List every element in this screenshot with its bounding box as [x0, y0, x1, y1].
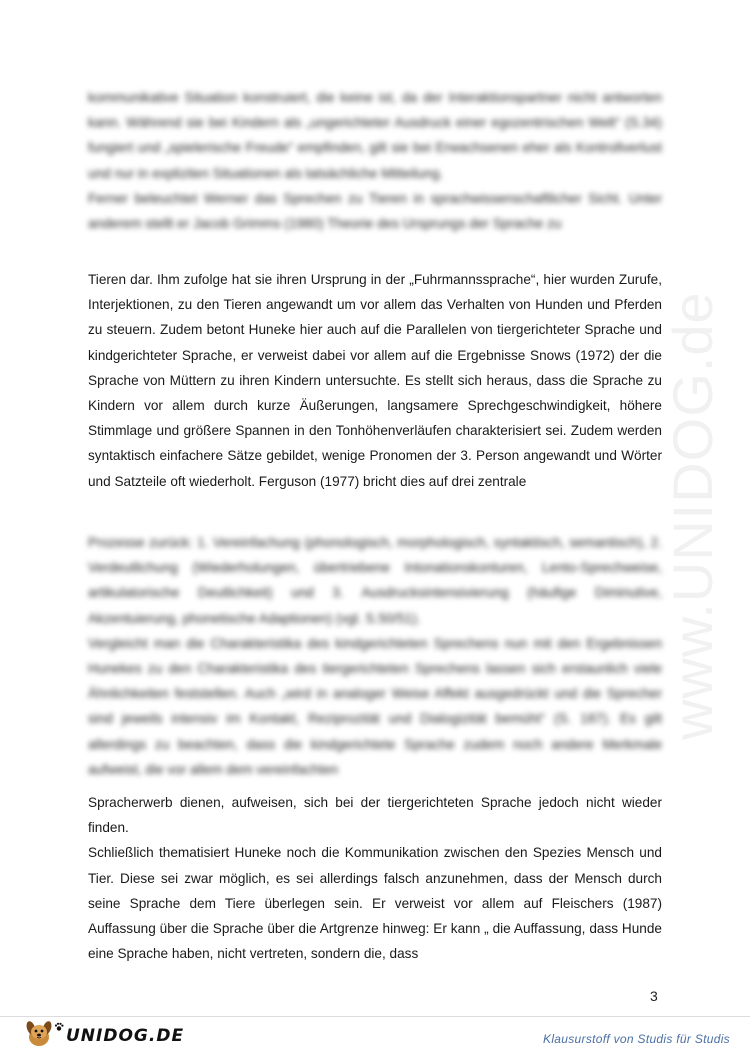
paragraph: Prozesse zurück: 1. Vereinfachung (phonologisch, morphologisch, syntaktisch, semantisch), 2. Verdeutlichung (Wiederholungen, übertriebene Intonationskonturen, Lento-Sprechweise, artikulatorische Deutlichkeit) und 3. Ausdrucksintensivierung (häufige Diminutive, Akzentuierung, phonetische Adaptionen) (vgl. S.50/51). — [88, 535, 662, 626]
blurred-text-top — [88, 85, 662, 236]
paragraph: Schließlich thematisiert Huneke noch die Kommunikation zwischen den Spezies Mensch und Tier. Diese sei zwar möglich, es sei allerdings falsch anzunehmen, dass der Mensch durch seine Sprache dem Tiere überlegen sein. Er verweist vor allem auf Fleischers (1987) Auffassung über die Sprache über die Artgrenze hinweg: Er kann „ die Auffassung, dass Hunde eine Sprache haben, nicht vertreten, sondern die, dass — [88, 845, 662, 962]
dog-icon — [22, 1018, 56, 1053]
page-number: 3 — [650, 988, 658, 1004]
paragraph: kommunikative Situation konstruiert, die keine ist, da der Interaktionspartner nicht antworten kann. Während sie bei Kindern als „ungerichteter Ausdruck einer egozentrischen Welt“ (S.34) fungiert und „spielerische Freude“ empfinden, gilt sie bei Erwachsenen eher als Kontrollverlust und nur in expliziten Situationen als tatsächliche Mitteilung. — [88, 90, 662, 181]
paragraph: Ferner beleuchtet Werner das Sprechen zu Tieren in sprachwissenschaftlicher Sicht. Unter anderem stellt er Jacob Grimms (1980) Theorie des Ursprungs der Sprache zu — [88, 190, 662, 232]
visible-text-block-1 — [88, 267, 662, 494]
footer-slogan: Klausurstoff von Studis für Studis — [543, 1032, 730, 1046]
paw-icon — [54, 1019, 64, 1037]
blurred-text-middle — [88, 530, 662, 782]
visible-text-block-2 — [88, 790, 662, 966]
watermark: www.UNIDOG.de — [661, 291, 724, 740]
paragraph: Vergleicht man die Charakteristika des kindgerichteten Sprechens nun mit den Ergebnissen Hunekes zu den Charakteristika des tiergerichteten Sprechens lassen sich erstaunlich viele Ähnlichkeiten feststellen. Auch „wird in analoger Weise Affekt ausgedrückt und die Sprecher sind jeweils intensiv im Kontakt, Reziprozität und Dialogizität bemüht“ (S. 187). Es gilt allerdings zu beachten, dass die kindgerichtete Sprache zudem noch andere Merkmale aufweist, die vor allem dem vereinfachten — [88, 635, 662, 777]
unidog-logo[interactable] — [22, 1018, 184, 1053]
paragraph: Spracherwerb dienen, aufweisen, sich bei der tiergerichteten Sprache jedoch nicht wieder finden. — [88, 795, 662, 836]
logo-text: UNIDOG.DE — [66, 1025, 185, 1046]
paragraph: Tieren dar. Ihm zufolge hat sie ihren Ursprung in der „Fuhrmannssprache“, hier wurden Zurufe, Interjektionen, zu den Tieren angewandt um vor allem das Verhalten von Hunden und Pferden zu steuern. Zudem betont Huneke hier auch auf die Parallelen von tiergerichteter Sprache und kindgerichteter Sprache, er verweist dabei vor allem auf die Ergebnisse Snows (1972) der die Sprache von Müttern zu ihren Kindern untersuchte. Es stellt sich heraus, dass die Sprache zu Kindern vor allem durch kurze Äußerungen, langsamere Sprechgeschwindigkeit, höhere Stimmlage und größere Spannen in den Tonhöhenverläufen charakterisiert sei. Zudem werden syntaktisch einfachere Sätze gebildet, wenige Pronomen der 3. Person angewandt und Wörter und Satzteile oft wiederholt. Ferguson (1977) bricht dies auf drei zentrale — [88, 272, 662, 489]
footer-divider — [0, 1016, 750, 1017]
